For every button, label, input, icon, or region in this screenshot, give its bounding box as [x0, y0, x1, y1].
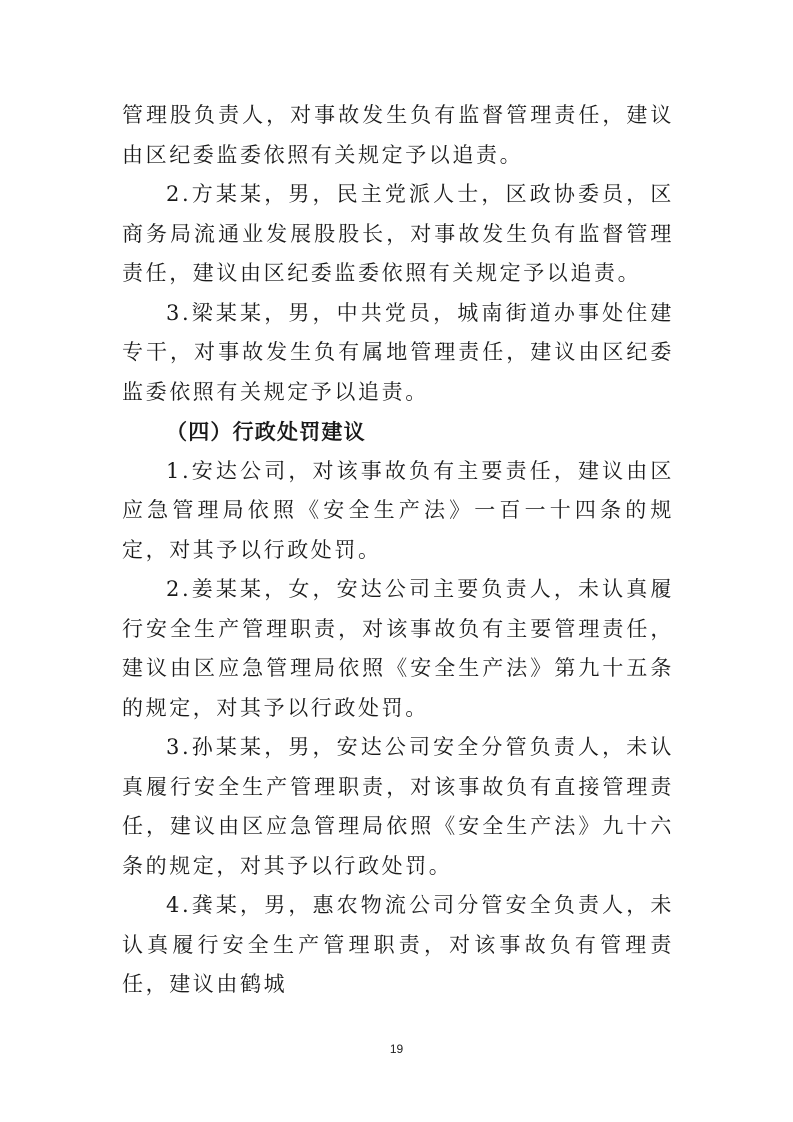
section-heading: （四）行政处罚建议	[166, 419, 366, 444]
paragraph-item-1-anda: 1.安达公司，对该事故负有主要责任，建议由区应急管理局依照《安全生产法》一百一十四条的规定，对其予以行政处罚。	[122, 458, 674, 562]
paragraph-item-4-gong: 4.龚某，男，惠农物流公司分管安全负责人，未认真履行安全生产管理职责，对该事故负有管理责任，建议由鹤城	[122, 893, 674, 996]
paragraph-item-3-liang: 3.梁某某，男，中共党员，城南街道办事处住建专干，对事故发生负有属地管理责任，建议由区纪委监委依照有关规定予以追责。	[122, 300, 674, 404]
paragraph-item-2-fang: 2.方某某，男，民主党派人士，区政协委员，区商务局流通业发展股股长，对事故发生负有监督管理责任，建议由区纪委监委依照有关规定予以追责。	[122, 182, 674, 285]
page-number: 19	[389, 1042, 404, 1056]
paragraph-item-2-jiang: 2.姜某某，女，安达公司主要负责人，未认真履行安全生产管理职责，对该事故负有主要管理责任，建议由区应急管理局依照《安全生产法》第九十五条的规定，对其予以行政处罚。	[122, 577, 674, 720]
paragraph-item-3-sun: 3.孙某某，男，安达公司安全分管负责人，未认真履行安全生产管理职责，对该事故负有直接管理责任，建议由区应急管理局依照《安全生产法》九十六条的规定，对其予以行政处罚。	[122, 735, 674, 878]
document-body	[122, 96, 674, 1005]
paragraph-continuation: 管理股负责人，对事故发生负有监督管理责任，建议由区纪委监委依照有关规定予以追责。	[122, 103, 674, 167]
